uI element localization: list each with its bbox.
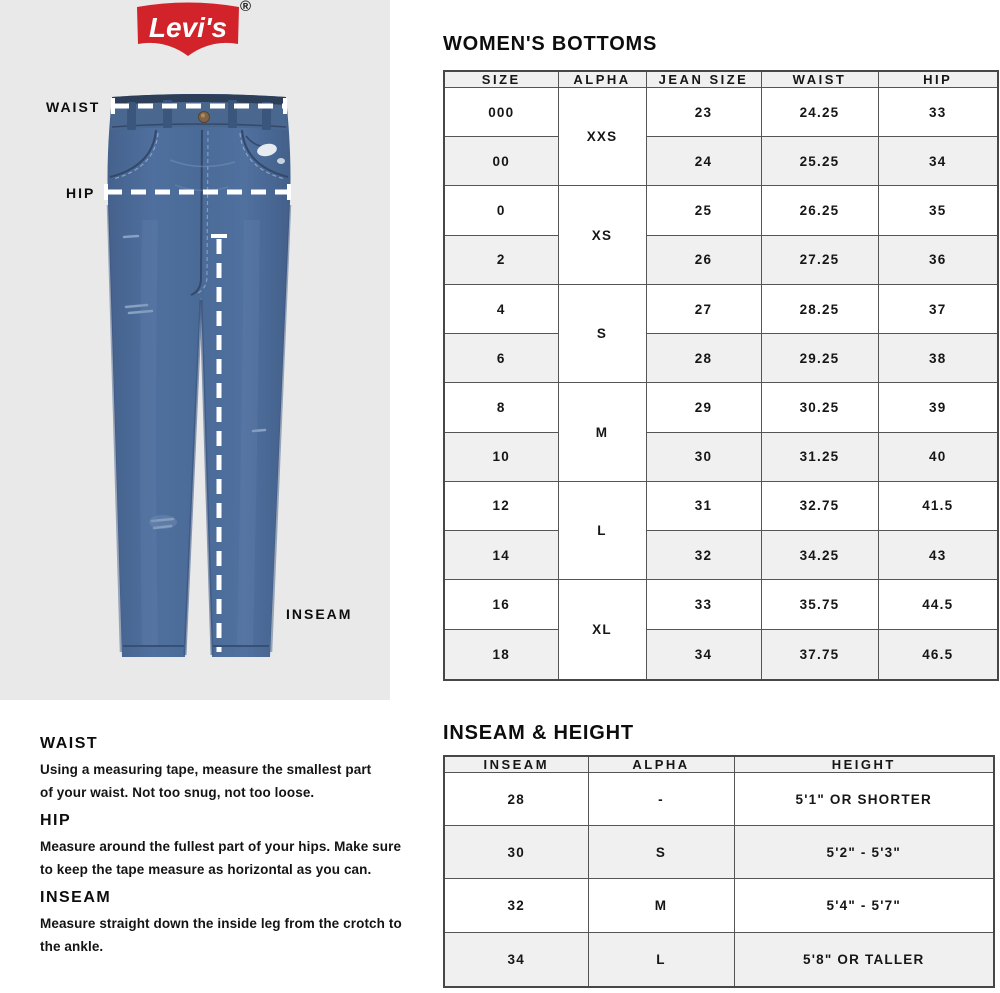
- waist-cell: 32.75: [761, 481, 878, 530]
- hip-cell: 35: [878, 186, 998, 235]
- table-row: [444, 932, 994, 987]
- column-header-size: SIZE: [444, 71, 558, 88]
- waist-cell: 31.25: [761, 432, 878, 481]
- inseam-measure-label: INSEAM: [286, 606, 353, 622]
- jean-size-cell: 26: [646, 235, 761, 284]
- table-row: [444, 137, 998, 186]
- height-cell: 5'1" OR SHORTER: [734, 773, 994, 826]
- table-row: [444, 432, 998, 481]
- waist-cell: 24.25: [761, 88, 878, 137]
- jeans-shape: [108, 94, 291, 657]
- size-cell: 10: [444, 432, 558, 481]
- guide-hip-text: Measure around the fullest part of your hips. Make sure: [40, 839, 402, 854]
- guide-inseam-heading: INSEAM: [40, 889, 112, 906]
- guide-hip-text: to keep the tape measure as horizontal as you can.: [40, 862, 372, 877]
- waist-cell: 28.25: [761, 284, 878, 333]
- waist-cell: 35.75: [761, 580, 878, 629]
- size-cell: 0: [444, 186, 558, 235]
- waist-cell: 30.25: [761, 383, 878, 432]
- bottoms-table-title: WOMEN'S BOTTOMS: [443, 33, 658, 55]
- waist-measure-label: WAIST: [46, 99, 101, 115]
- alpha-cell: L: [588, 932, 734, 987]
- column-header-height: HEIGHT: [734, 756, 994, 773]
- guide-waist-text: Using a measuring tape, measure the smallest part: [40, 762, 372, 777]
- jean-size-cell: 24: [646, 137, 761, 186]
- table-row: [444, 334, 998, 383]
- height-cell: 5'4" - 5'7": [734, 879, 994, 932]
- hip-cell: 36: [878, 235, 998, 284]
- jean-size-cell: 28: [646, 334, 761, 383]
- jean-size-cell: 25: [646, 186, 761, 235]
- waist-cell: 25.25: [761, 137, 878, 186]
- table-row: [444, 879, 994, 932]
- size-cell: 2: [444, 235, 558, 284]
- hip-measure-label: HIP: [66, 185, 96, 201]
- jean-size-cell: 31: [646, 481, 761, 530]
- hip-cell: 40: [878, 432, 998, 481]
- measuring-guide: [40, 736, 440, 958]
- hip-cell: 43: [878, 531, 998, 580]
- table-row: [444, 481, 998, 530]
- alpha-cell: -: [588, 773, 734, 826]
- column-header-jean-size: JEAN SIZE: [646, 71, 761, 88]
- header-row: [444, 756, 994, 773]
- table-row: [444, 531, 998, 580]
- hip-cell: 46.5: [878, 629, 998, 680]
- table-row: [444, 88, 998, 137]
- jean-size-cell: 27: [646, 284, 761, 333]
- alpha-cell: S: [558, 284, 646, 382]
- hip-cell: 38: [878, 334, 998, 383]
- height-cell: 5'2" - 5'3": [734, 826, 994, 879]
- levis-wordmark: Levi's: [148, 12, 228, 43]
- waist-cell: 34.25: [761, 531, 878, 580]
- waist-cell: 37.75: [761, 629, 878, 680]
- jean-size-cell: 30: [646, 432, 761, 481]
- size-cell: 14: [444, 531, 558, 580]
- size-cell: 000: [444, 88, 558, 137]
- guide-section-waist: [40, 736, 440, 804]
- inseam-cell: 34: [444, 932, 588, 987]
- table-row: [444, 284, 998, 333]
- column-header-alpha: ALPHA: [588, 756, 734, 773]
- table-row: [444, 186, 998, 235]
- size-cell: 16: [444, 580, 558, 629]
- womens-bottoms-table: [443, 70, 999, 681]
- alpha-cell: XL: [558, 580, 646, 680]
- jean-size-cell: 34: [646, 629, 761, 680]
- height-cell: 5'8" OR TALLER: [734, 932, 994, 987]
- table-row: [444, 383, 998, 432]
- guide-inseam-text: the ankle.: [40, 939, 104, 954]
- inseam-height-table: [443, 755, 995, 988]
- header-row: [444, 71, 998, 88]
- guide-inseam-text: Measure straight down the inside leg from the crotch to: [40, 916, 402, 931]
- column-header-waist: WAIST: [761, 71, 878, 88]
- guide-waist-heading: WAIST: [40, 735, 99, 752]
- size-cell: 12: [444, 481, 558, 530]
- inseam-cell: 32: [444, 879, 588, 932]
- table-row: [444, 580, 998, 629]
- waist-cell: 26.25: [761, 186, 878, 235]
- size-cell: 00: [444, 137, 558, 186]
- jean-size-cell: 32: [646, 531, 761, 580]
- size-cell: 6: [444, 334, 558, 383]
- size-cell: 8: [444, 383, 558, 432]
- inseam-cell: 30: [444, 826, 588, 879]
- guide-section-hip: [40, 813, 440, 881]
- alpha-cell: XS: [558, 186, 646, 284]
- alpha-cell: S: [588, 826, 734, 879]
- guide-hip-heading: HIP: [40, 812, 72, 829]
- hip-cell: 44.5: [878, 580, 998, 629]
- hip-cell: 37: [878, 284, 998, 333]
- size-cell: 4: [444, 284, 558, 333]
- size-cell: 18: [444, 629, 558, 680]
- waist-cell: 29.25: [761, 334, 878, 383]
- inseam-cell: 28: [444, 773, 588, 826]
- waist-cell: 27.25: [761, 235, 878, 284]
- hip-cell: 34: [878, 137, 998, 186]
- hip-cell: 41.5: [878, 481, 998, 530]
- alpha-cell: M: [588, 879, 734, 932]
- alpha-cell: M: [558, 383, 646, 481]
- guide-section-inseam: [40, 890, 440, 958]
- hip-cell: 39: [878, 383, 998, 432]
- guide-waist-text: of your waist. Not too snug, not too loose.: [40, 785, 315, 800]
- table-row: [444, 773, 994, 826]
- table-row: [444, 235, 998, 284]
- column-header-inseam: INSEAM: [444, 756, 588, 773]
- alpha-cell: L: [558, 481, 646, 579]
- jean-size-cell: 33: [646, 580, 761, 629]
- inseam-table-title: INSEAM & HEIGHT: [443, 722, 634, 744]
- jean-size-cell: 29: [646, 383, 761, 432]
- hip-cell: 33: [878, 88, 998, 137]
- alpha-cell: XXS: [558, 88, 646, 186]
- table-row: [444, 826, 994, 879]
- column-header-hip: HIP: [878, 71, 998, 88]
- jeans-measurement-panel: [0, 0, 390, 700]
- registered-trademark-icon: ®: [240, 0, 252, 15]
- column-header-alpha: ALPHA: [558, 71, 646, 88]
- table-row: [444, 629, 998, 680]
- jean-size-cell: 23: [646, 88, 761, 137]
